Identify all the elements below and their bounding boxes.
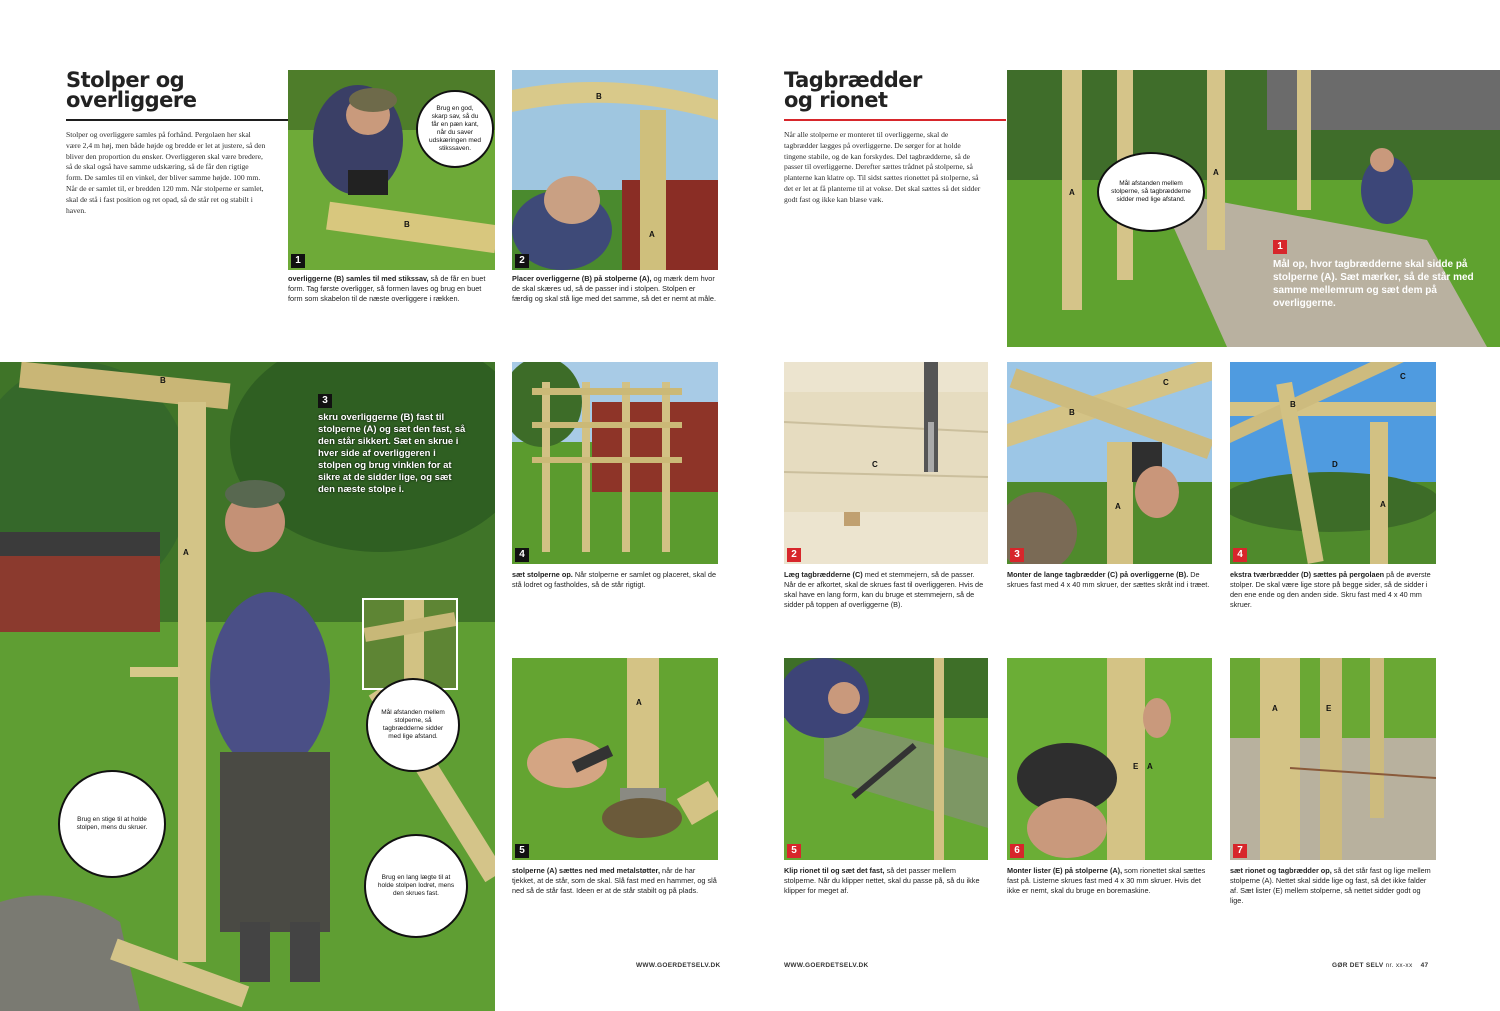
r-step1-number: 1 [1273,240,1287,254]
label-c-rstep2: C [872,460,878,469]
r-step6-caption-text: som rionettet skal sættes fast på. Listerne skrues fast med 4 x 30 mm skruer. Hvis det ikke er nemt, skal du bruge en boremaskine. [1007,866,1206,895]
r-step4-photo [1230,362,1436,564]
right-footer-mag [1332,962,1428,969]
left-body-text: Stolper og overliggere samles på forhånd. Pergolaen her skal være 2,4 m høj, men både højde og bredde er let at justere, så den bliver den proportion du ønsker. Overliggeren skal være bredere, så de skal også have samme udskæring, så de får den rigtige form. De samles til en vinkel, der bliver samme højde. 100 mm. Når de er samlet til, er bredden 120 mm. Når stolperne er samlet, skal de stå i fast position og ret opad, så de står ret og stabilt i haven. [66,130,266,215]
r-step7-caption-bold: sæt rionet og tagbrædder op, [1230,866,1332,875]
label-e-rstep7: E [1326,704,1332,713]
step2-caption [512,274,718,304]
step5-photo [512,658,718,860]
step1-photo [288,70,495,270]
r-step2-number: 2 [787,548,801,562]
step3-bubble-c: Mål afstanden mellem stolperne, så tagbrædderne sidder med lige afstand. [366,678,460,772]
right-footer-url: WWW.GOERDETSELV.DK [784,962,869,969]
r-step2-caption [784,570,988,610]
label-a-rstep1: A [1069,188,1075,197]
step4-photo [512,362,718,564]
step2-photo [512,70,718,270]
r-step2-photo-art [784,362,988,564]
r-step3-number: 3 [1010,548,1024,562]
step3-overlay-text [318,412,468,496]
step2-caption-text: og mærk dem hvor de skal skæres ud, så de passer ind i stolpen. Stolpen er færdig og skal stå lige med det samme, så det er nemt at måle. [512,274,716,303]
r-step4-caption [1230,570,1436,610]
step4-caption-text: Når stolperne er samlet og placeret, skal de stå lodret og fastholdes, så de står rigtigt. [512,570,717,589]
r-step3-photo [1007,362,1212,564]
r-step5-number: 5 [787,844,801,858]
page-number: 47 [1420,962,1429,969]
label-d-rstep4: D [1332,460,1338,469]
step1-caption-text: så de får en buet form. Tag første overligger, så formen laves og brug en buet form som skabelon til de næste overliggere i rækken. [288,274,486,303]
label-a-rstep3: A [1115,502,1121,511]
r-step6-caption-bold: Monter lister (E) på stolperne (A), [1007,866,1123,875]
r-step6-photo [1007,658,1212,860]
left-title-line1: Stolper og [66,68,185,92]
label-e-rstep6: E [1133,762,1139,771]
label-a-rstep6: A [1147,762,1153,771]
step4-caption-bold: sæt stolperne op. [512,570,573,579]
r-step2-caption-text: med et stemmejern, så de passer. Når de er afkortet, skal de skrues fast til overliggeren. Hvis de skal have en lang form, kan du bruge et stemmejern, så de sidder på toppen af overliggerne (B). [784,570,984,609]
step3-overlay-bold: skru overliggerne (B) fast til stolperne (A) og sæt den fast, [318,412,453,435]
step5-caption-bold: stolperne (A) sættes ned med metalstøtter, [512,866,660,875]
r-step5-photo-art [784,658,988,860]
step5-number: 5 [515,844,529,858]
label-a-step3: A [183,548,189,557]
left-title-line2: overliggere [66,88,197,112]
label-b-step2: B [596,92,602,101]
r-step5-caption-bold: Klip rionet til og sæt det fast, [784,866,885,875]
step1-caption [288,274,495,304]
step2-number: 2 [515,254,529,268]
step1-tip-bubble: Brug en god, skarp sav, så du får en pæn kant, når du saver udskæringen med stikssaven. [416,90,494,168]
r-step4-caption-bold: ekstra tværbrædder (D) sættes på pergolaen [1230,570,1385,579]
r-step6-number: 6 [1010,844,1024,858]
step3-inset-photo [362,598,458,690]
right-footer-mag-name: GØR DET SELV [1332,962,1384,969]
r-step3-caption [1007,570,1212,590]
label-a-rstep7: A [1272,704,1278,713]
left-title-rule [66,119,288,121]
step3-inset-art [364,600,456,688]
r-step3-caption-bold: Monter de lange tagbrædder (C) på overliggerne (B). [1007,570,1189,579]
step5-caption [512,866,718,896]
label-b-rstep4: B [1290,400,1296,409]
r-step6-photo-art [1007,658,1212,860]
r-step6-caption [1007,866,1212,896]
right-title-line1: Tagbrædder [784,68,922,92]
r-step7-number: 7 [1233,844,1247,858]
right-body-text: Når alle stolperne er monteret til overliggerne, skal de tagbrædder lægges på overliggerne. De sørger for at holde tingene stabile, og de kan forskydes. Del tagbrædderne, så de passer til overliggerne. Derefter sættes trådnet på stolperne, så planterne kan klatre op. Til sidst sættes rionettet på stolperne, så det er let at få planterne til at vokse. Det skal sættes så det sidder godt fast og ikke kan blæse væk. [784,130,981,204]
label-a-step2: A [649,230,655,239]
step4-number: 4 [515,548,529,562]
label-b-step3: B [160,376,166,385]
label-a-rstep4: A [1380,500,1386,509]
r-step5-photo [784,658,988,860]
r-step4-number: 4 [1233,548,1247,562]
r-step5-caption [784,866,988,896]
r-step7-caption-text: så det står fast og lige mellem stolperne (A). Nettet skal sidde lige og fast, så det ikke falder af. Sæt lister (E) mellem stolperne, så nettet sidder godt og lige. [1230,866,1431,905]
r-step1-overlay-text: Mål op, hvor tagbrædderne skal sidde på stolperne (A). Sæt mærker, så de står med samme mellemrum og sæt dem på overliggerne. [1273,259,1474,309]
step5-caption-text: når de har tjekket, at de står, som de skal. Slå fast med en hammer, og slå ned så de står fast. Ideen er at de står stabilt og på plads. [512,866,717,895]
r-step7-photo-art [1230,658,1436,860]
step1-number: 1 [291,254,305,268]
step4-caption [512,570,718,590]
r-step4-caption-text: på de øverste stolper. De skal være lige store på begge sider, så de sidder i den ene ende og den anden side. Skru fast med 4 x 40 mm skruer. [1230,570,1431,609]
label-a2-rstep1: A [1213,168,1219,177]
r-step3-caption-text: De skrues fast med 4 x 40 mm skruer, der sættes skråt ind i træet. [1007,570,1210,589]
right-footer-issue: nr. xx-xx [1385,962,1413,969]
r-step2-caption-bold: Læg tagbrædderne (C) [784,570,863,579]
r-step5-caption-text: så det passer mellem stolperne. Når du klipper nettet, skal du passe på, så du ikke klipper for meget af. [784,866,980,895]
right-title-rule [784,119,1006,121]
step2-photo-art [512,70,718,270]
step3-bubble-b: Brug en lang lægte til at holde stolpen lodret, mens den skrues fast. [364,834,468,938]
r-step2-photo [784,362,988,564]
label-a-step5: A [636,698,642,707]
label-c-rstep4: C [1400,372,1406,381]
r-step1-photo [1007,70,1500,347]
step3-number: 3 [318,394,332,408]
step3-bubble-a: Brug en stige til at holde stolpen, mens du skruer. [58,770,166,878]
step5-photo-art [512,658,718,860]
r-step1-bubble: Mål afstanden mellem stolperne, så tagbrædderne sidder med lige afstand. [1097,152,1205,232]
step2-caption-bold: Placer overliggerne (B) på stolperne (A), [512,274,652,283]
step1-caption-bold: overliggerne (B) samles til med stikssav, [288,274,429,283]
step3-overlay-normal: så den står sikkert. Sæt en skrue i hver side af overliggeren i stolpen og brug vinklen for at sikre at de sidder lige, og sæt den næste stolpe i. [318,424,466,495]
r-step7-caption [1230,866,1436,906]
label-b-rstep3: B [1069,408,1075,417]
right-title-line2: og rionet [784,88,888,112]
label-c-rstep3: C [1163,378,1169,387]
r-step3-photo-art [1007,362,1212,564]
left-footer: WWW.GOERDETSELV.DK [636,962,721,969]
r-step7-photo [1230,658,1436,860]
step3-photo [0,362,495,1011]
step4-photo-art [512,362,718,564]
label-b-step1: B [404,220,410,229]
